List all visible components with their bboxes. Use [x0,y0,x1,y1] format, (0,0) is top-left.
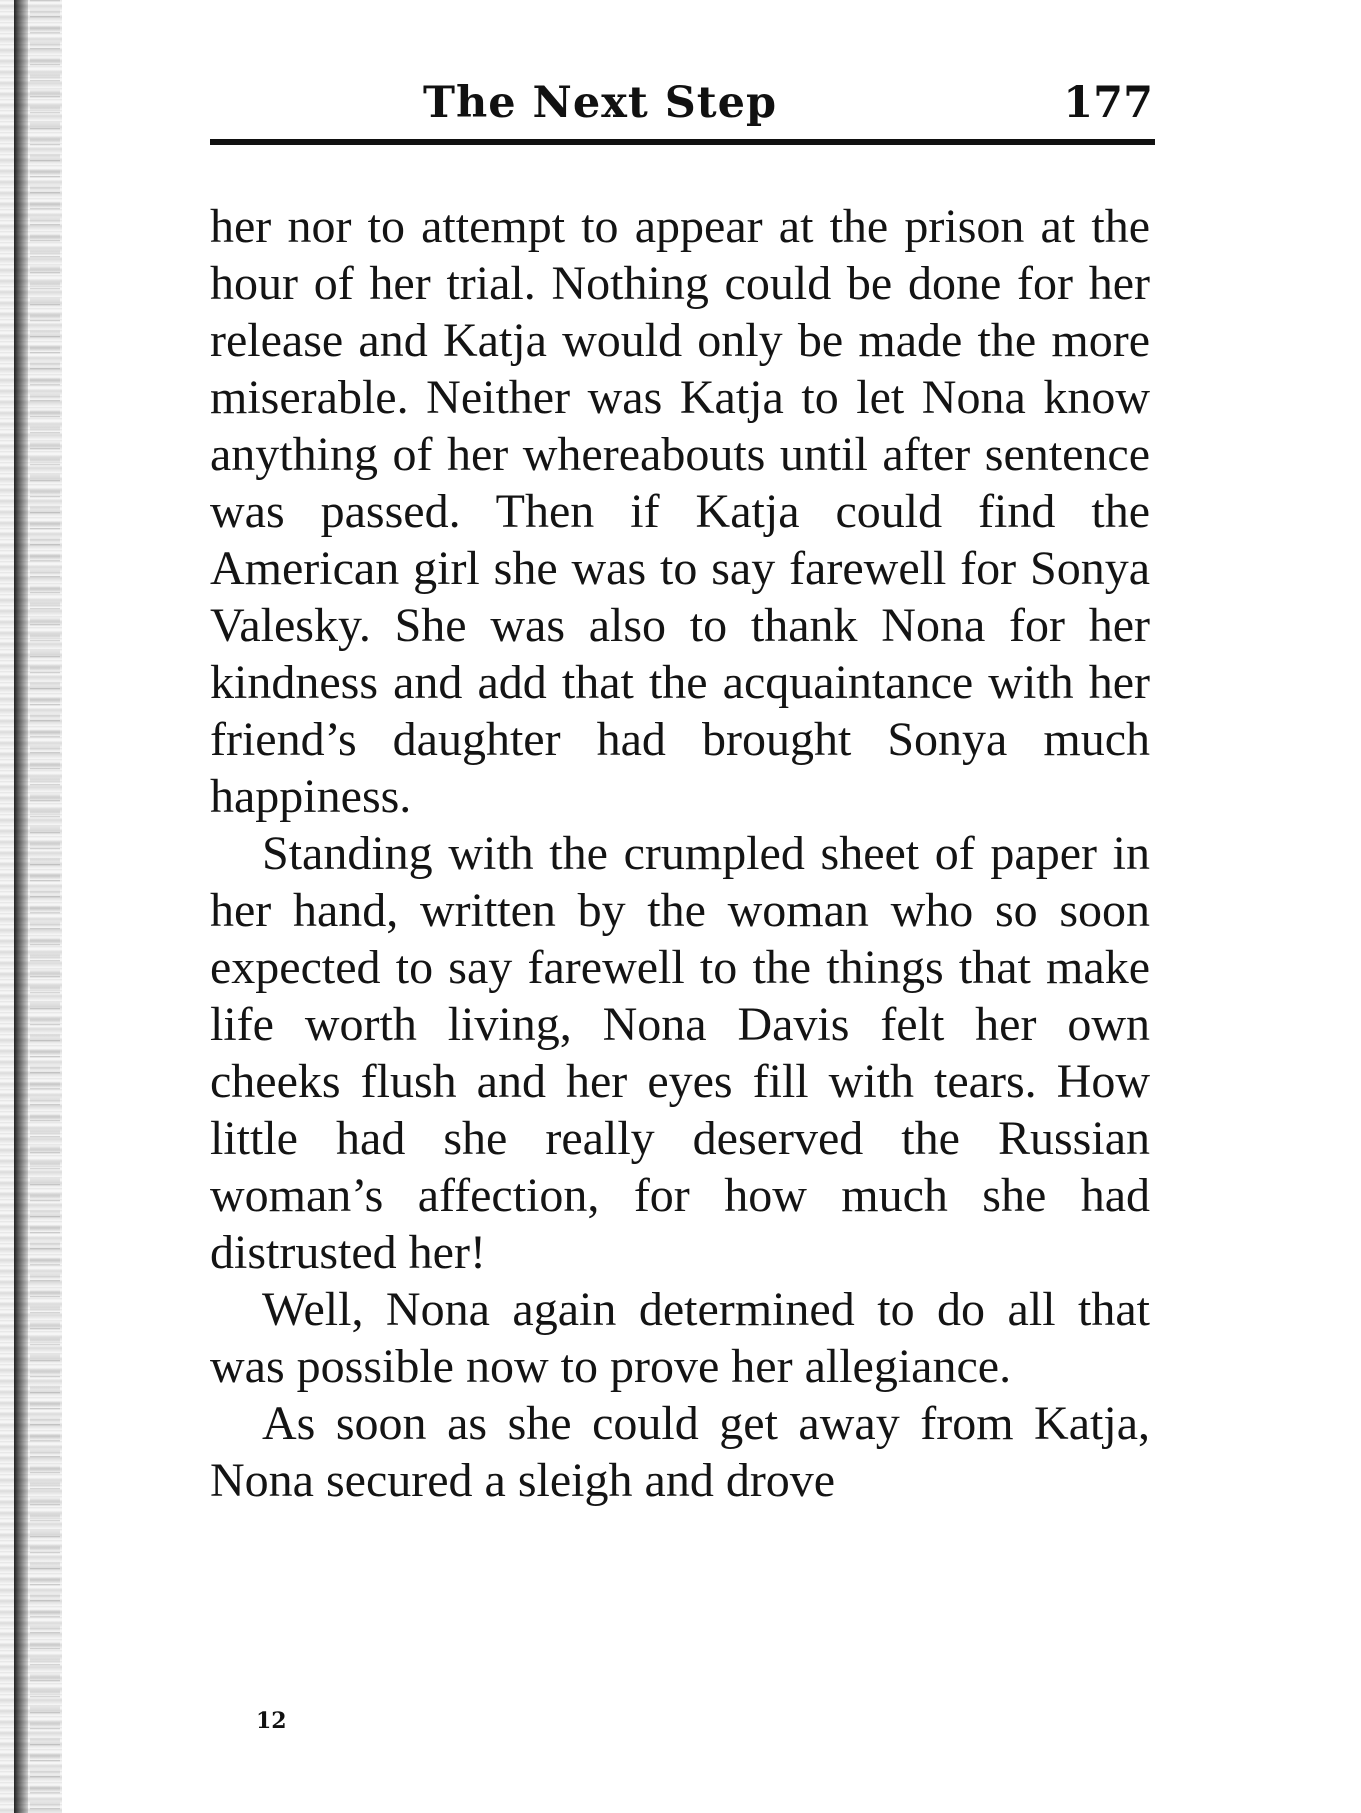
page-binding-edge [0,0,62,1813]
page-number: 177 [1063,78,1153,128]
paragraph-4: As soon as she could get away from Katja, Nona secured a sleigh and drove [210,1397,1150,1507]
paragraph-3: Well, Nona again determined to do all that was possible now to prove her allegiance. [210,1283,1150,1393]
running-head-title: The Next Step [422,78,778,128]
body-text [210,198,1150,1509]
paragraph-1: her nor to attempt to appear at the prison at the hour of her trial. Nothing could be done for her release and Katja would only be made the more miserable. Neither was Katja to let Nona know anything of her whereabouts until after sentence was passed. Then if Katja could find the American girl she was to say farewell for Sonya Valesky. She was also to thank Nona for her kindness and add that the acquaintance with her friend’s daughter had brought Sonya much happiness. [210,200,1150,823]
header-rule [210,139,1155,145]
running-head [210,78,1163,140]
paragraph-2: Standing with the crumpled sheet of paper in her hand, written by the woman who so soon expected to say farewell to the things that make life worth living, Nona Davis felt her own cheeks flush and her eyes fill with tears. How little had she really deserved the Russian woman’s affection, for how much she had distrusted her! [210,827,1150,1279]
signature-mark: 12 [256,1708,287,1734]
